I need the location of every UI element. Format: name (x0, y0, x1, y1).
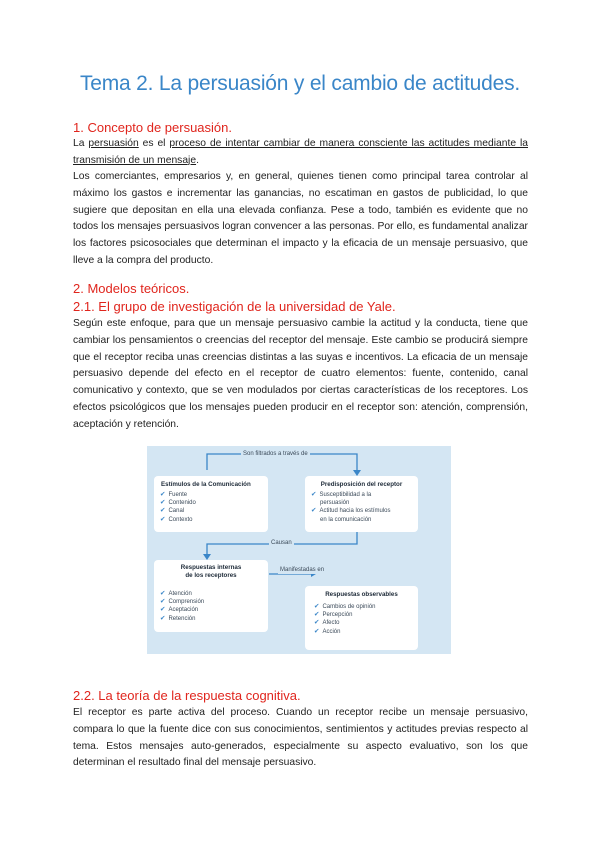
check-icon: ✔ (160, 598, 166, 606)
list-item: ✔ Retención (160, 614, 196, 622)
list-item: ✔ Acción (314, 627, 341, 635)
label-causan: Causan (271, 540, 292, 546)
check-icon: ✔ (160, 491, 166, 498)
check-icon: ✔ (160, 614, 166, 622)
advertising-paragraph: Los comerciantes, empresarios y, en general, quienes tienen como principal tarea controlar al máximo los gastos e incrementar las ganancias, no escatiman en gastos de publicidad, lo que sugiere que depositan en ella una elevada confianza. Pese a todo, también es evidente que no todos los mensajes persuasivos logran convencer a las personas. Por ello, es fundamental analizar los factores psicosociales que determinan el impacto y la eficacia de un mensaje persuasivo, que lleve a la compra del producto. (73, 171, 528, 266)
list-item: ✔ Susceptibilidad a la (311, 491, 372, 498)
list-item: ✔ Comprensión (160, 598, 205, 606)
cognitive-response-paragraph: El receptor es parte activa del proceso. Cuando un receptor recibe un mensaje persuasivo, compara lo que la fuente dice con sus conocimientos, sentimientos y actitudes previas respecto al tema. Estos mensajes auto-generados, especialmente su aspecto evaluativo, son los que determinan el resultado final del mensaje persuasivo. (73, 707, 528, 769)
definition-text-2: es el (138, 138, 170, 149)
list-item-continuation: persuasión (320, 500, 350, 507)
definition-term: persuasión (88, 138, 139, 149)
definition-body: proceso de intentar cambiar de manera consciente las actitudes mediante la transmisión de un mensaje (73, 138, 528, 166)
list-item: ✔ Contenido (160, 499, 196, 507)
check-icon: ✔ (314, 611, 320, 619)
check-icon: ✔ (160, 507, 166, 515)
yale-paragraph: Según este enfoque, para que un mensaje persuasivo cambie la actitud y la conducta, tiene que cambiar los pensamientos o creencias del receptor del mensaje. Este cambio se producirá siempre que el receptor reciba unas creencias distintas a las suyas e incentivos. La eficacia de un mensaje persuasivo depende del efecto en el receptor de cuatro elementos: fuente, contenido, canal comunicativo y contexto, que se ven modulados por ciertas características de los receptores. Los efectos psicológicos que los mensajes pueden producir en el receptor son: atención, comprensión, aceptación y retención. (73, 318, 528, 430)
estimulos-list (160, 491, 196, 524)
box-estimulos (154, 476, 268, 532)
box-internas-title-2: de los receptores (185, 572, 237, 579)
persuasion-diagram (147, 446, 451, 654)
list-item: ✔ Canal (160, 507, 185, 515)
box-internas-title-1: Respuestas internas (180, 564, 242, 571)
list-item: ✔ Cambios de opinión (314, 603, 376, 610)
check-icon: ✔ (160, 590, 166, 597)
internas-list (160, 590, 204, 623)
subsection-2-2-heading: 2.2. La teoría de la respuesta cognitiva. (73, 688, 301, 703)
list-item: ✔ Afecto (314, 619, 340, 627)
list-item: ✔ Contexto (160, 515, 193, 523)
check-icon: ✔ (160, 499, 166, 507)
label-manifestadas: Manifestadas en (280, 567, 325, 573)
list-item: ✔ Fuente (160, 491, 188, 498)
check-icon: ✔ (314, 627, 320, 635)
box-respuestas-internas (154, 560, 268, 632)
check-icon: ✔ (160, 515, 166, 523)
label-filtrados: Son filtrados a través de (243, 451, 308, 457)
section-1-heading: 1. Concepto de persuasión. (73, 120, 232, 135)
list-item: ✔ Aceptación (160, 606, 199, 614)
box-estimulos-title: Estímulos de la Comunicación (161, 481, 251, 488)
definition-paragraph (73, 136, 528, 170)
definition-text-3: . (196, 154, 199, 166)
check-icon: ✔ (311, 507, 317, 515)
list-item: ✔ Actitud hacia los estímulos (311, 507, 391, 515)
list-item: ✔ Atención (160, 590, 192, 597)
section-2-heading: 2. Modelos teóricos. (73, 281, 190, 296)
list-item-continuation: en la comunicación (320, 516, 372, 523)
check-icon: ✔ (160, 606, 166, 614)
list-item: ✔ Percepción (314, 611, 353, 619)
subsection-2-1-heading: 2.1. El grupo de investigación de la universidad de Yale. (73, 299, 396, 314)
box-observables-title: Respuestas observables (325, 591, 398, 598)
observables-list (314, 603, 376, 636)
box-predisposicion-title: Predisposición del receptor (320, 481, 403, 488)
predisposicion-list (311, 491, 391, 524)
box-predisposicion (305, 476, 418, 532)
page-title: Tema 2. La persuasión y el cambio de actitudes. (79, 72, 521, 95)
box-respuestas-observables (305, 586, 418, 650)
check-icon: ✔ (314, 619, 320, 627)
definition-text-1: La (73, 138, 89, 149)
check-icon: ✔ (311, 491, 317, 498)
check-icon: ✔ (314, 603, 320, 610)
